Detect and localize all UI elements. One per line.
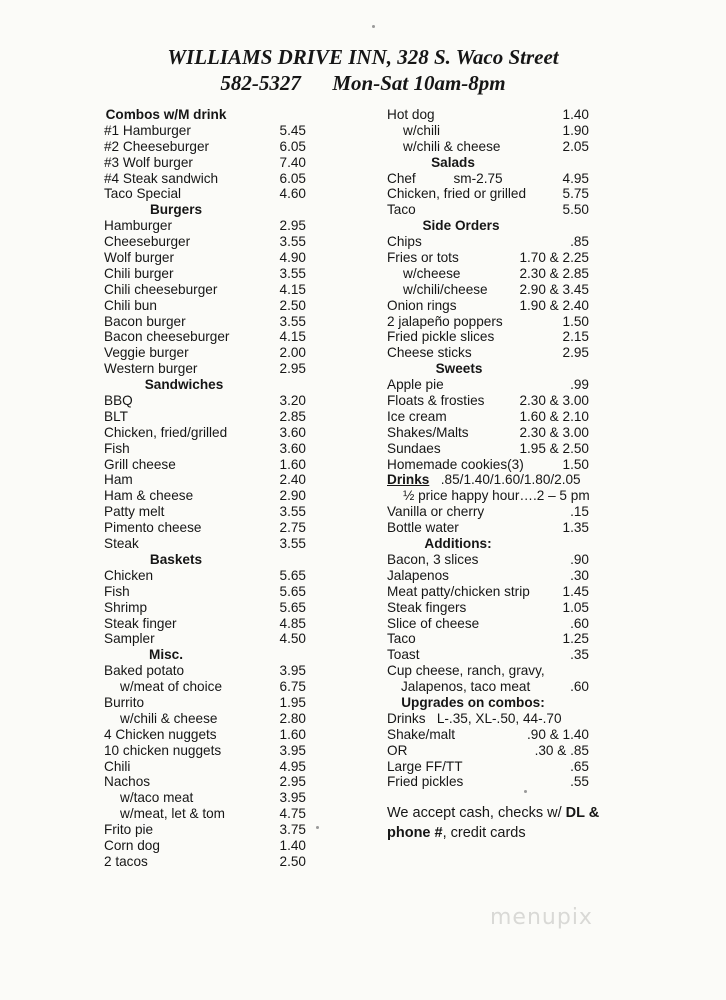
menu-item [104,568,354,584]
menu-item-price: .60 [570,615,589,631]
menu-item [104,695,354,711]
menu-item-price: 1.60 [279,456,306,472]
menu-item-price: 2.50 [279,297,306,313]
menu-item [387,568,717,584]
menu-item-name: #2 Cheeseburger [104,138,210,154]
phone-hours: 582-5327 Mon-Sat 10am-8pm [220,71,506,95]
menu-item [387,186,717,202]
menu-item-name: w/meat, let & tom [120,806,226,822]
menu-item-name: BLT [104,408,128,424]
menu-item-price: 1.60 & 2.10 [519,408,589,424]
menu-item-name: Shrimp [104,599,148,615]
menu-item-name: Ham [104,472,133,488]
menu-item-name: Fried pickles [387,774,464,790]
left-menu-column [104,107,354,870]
menu-item [104,600,354,616]
menu-item-name: Fish [104,440,130,456]
restaurant-name-address: WILLIAMS DRIVE INN, 328 S. Waco Street [167,45,559,69]
menu-item-name: #4 Steak sandwich [104,170,219,186]
menu-item [104,631,354,647]
menu-item [104,472,354,488]
speck [524,790,527,793]
menu-item-name: Chef sm-2.75 [387,170,503,186]
menu-item-name: Apple pie [387,377,444,393]
menu-item-price: 2.90 & 3.45 [519,281,589,297]
menu-item-price: 1.40 [562,107,589,122]
menu-item-price: 3.60 [279,424,306,440]
menu-item-name: Sundaes [387,440,441,456]
menu-item-name: #1 Hamburger [104,122,191,138]
menu-item-price: .30 & .85 [534,742,589,758]
menu-item [104,441,354,457]
menu-item-name: Corn dog [104,837,160,853]
menu-item [387,584,717,600]
menu-item-name: Chili bun [104,297,157,313]
menu-item-price: .35 [570,647,589,663]
menu-item-name: Patty melt [104,504,165,520]
menu-item-name: 2 jalapeño poppers [387,313,503,329]
menu-item [387,457,717,473]
menu-item [387,139,717,155]
menu-item [104,298,354,314]
menu-item-name: Chips [387,234,422,250]
menu-item [104,536,354,552]
menu-item-name: Cheese sticks [387,345,472,361]
menu-item-name: 4 Chicken nuggets [104,726,217,742]
menu-item-price: 3.55 [279,313,306,329]
menu-item-name: Drinks [387,472,430,488]
menu-item-price: 2.50 [279,853,306,869]
menu-item-price: 1.70 & 2.25 [519,250,589,266]
menu-item-price: 4.85 [279,615,306,631]
payment-note: We accept cash, checks w/ DL & phone #, credit cards [387,805,600,841]
menu-item-name: Bacon burger [104,313,186,329]
menu-item [104,266,354,282]
menu-item-name: Shakes/Malts [387,424,469,440]
menu-item-name: Chicken, fried or grilled [387,186,527,202]
menu-item-name: Ice cream [387,408,447,424]
menu-item-name: Chicken, fried/grilled [104,424,228,440]
menu-item-price: 1.40 [279,837,306,853]
speck [372,25,375,28]
menu-item-price: 5.65 [279,583,306,599]
menu-item [387,409,717,425]
menu-item [104,727,354,743]
menu-item-price: .85 [570,234,589,250]
menu-item [104,488,354,504]
menu-item-name: Grill cheese [104,456,176,472]
menu-item-name: Nachos [104,774,151,790]
menu-item-price: 4.15 [279,281,306,297]
section-heading [387,361,717,377]
section-heading-label: Sandwiches [144,377,224,393]
menu-item-price: 1.90 [562,122,589,138]
menu-item [104,790,354,806]
menu-item [104,457,354,473]
menu-item-name: Cup cheese, ranch, gravy, [387,663,545,679]
menu-item-price: 1.35 [562,520,589,536]
menu-item-name: Fries or tots [387,250,459,266]
menu-item-price: 2.95 [279,361,306,377]
menu-item-price: 4.75 [279,806,306,822]
menu-item [387,647,717,663]
section-heading-label: Salads [431,154,475,170]
menu-item-price: .30 [570,567,589,583]
menu-item [104,186,354,202]
menu-item [104,679,354,695]
menu-item [387,234,717,250]
menu-item-price: 1.95 [279,694,306,710]
menu-header [0,44,726,96]
menu-item-price: 6.05 [279,170,306,186]
menu-item-price: 3.95 [279,790,306,806]
menu-item [104,218,354,234]
menu-item-price: 2.30 & 3.00 [519,393,589,409]
section-heading [387,218,717,234]
menu-item-name: Burrito [104,694,145,710]
menu-item-name: #3 Wolf burger [104,154,193,170]
section-heading-label: Additions: [424,536,492,552]
menu-item-name: Baked potato [104,663,185,679]
speck [316,826,319,829]
menu-item-price: 2.95 [279,774,306,790]
menu-item-price: 2.40 [279,472,306,488]
section-heading [104,202,354,218]
menu-item [104,711,354,727]
menu-item-name: Bacon, 3 slices [387,551,479,567]
menu-item [387,616,717,632]
menu-item-name: Toast [387,647,420,663]
menu-item-name: Western burger [104,361,198,377]
menu-item-name: Steak fingers [387,599,467,615]
menu-item [387,441,717,457]
menu-item-name: Hamburger [104,218,172,234]
menu-item [104,743,354,759]
menu-item [104,329,354,345]
menu-item-name: Ham & cheese [104,488,194,504]
menu-item-name: Meat patty/chicken strip [387,583,530,599]
menu-item-name: Pimento cheese [104,520,202,536]
menu-item [387,663,717,679]
menu-item-name: w/meat of choice [120,679,222,695]
section-heading [104,552,354,568]
menu-item [387,774,717,790]
menu-item-name: Taco [387,631,416,647]
menu-item-price: 2.85 [279,408,306,424]
menu-item-name: Hot dog [387,107,435,122]
menu-item-price: 4.95 [562,170,589,186]
menu-item [387,759,717,775]
menu-item [387,282,717,298]
menu-item [387,727,717,743]
menu-item-price: 2.80 [279,710,306,726]
menu-item-price: 2.75 [279,520,306,536]
menu-item [387,679,717,695]
menu-item [387,743,717,759]
menu-item-price: .99 [570,377,589,393]
menu-item-name: OR [387,742,408,758]
menu-item-price: 2.15 [562,329,589,345]
menu-item-price: 2.00 [279,345,306,361]
menu-item-name: Slice of cheese [387,615,480,631]
menu-item-name: w/chili [403,122,441,138]
section-heading [387,155,717,171]
menu-item [104,234,354,250]
section-heading [387,536,717,552]
menu-item [387,171,717,187]
menu-item-price: 1.50 [562,456,589,472]
menu-item-name: ½ price happy hour….2 – 5 pm [403,488,590,504]
menu-item-name: w/chili & cheese [120,710,218,726]
menu-item [387,520,717,536]
menu-item [387,298,717,314]
menu-item-name: Onion rings [387,297,457,313]
menu-item-price: 5.65 [279,567,306,583]
menu-item-name: Vanilla or cherry [387,504,485,520]
menu-item [387,202,717,218]
section-heading-label: Sweets [435,361,483,377]
menu-item-name: Veggie burger [104,345,189,361]
menu-item [387,377,717,393]
menu-item [387,600,717,616]
menu-item [104,520,354,536]
menu-item-price: 2.05 [562,138,589,154]
menu-item-price: 2.30 & 2.85 [519,265,589,281]
menu-item-price: 3.75 [279,822,306,838]
menu-item-name: Taco [387,202,416,218]
menu-item-price: 2.95 [279,218,306,234]
menu-item-price: 1.25 [562,631,589,647]
menu-item [104,774,354,790]
menu-item-price: .90 & 1.40 [527,726,589,742]
menu-item-name: Sampler [104,631,155,647]
menu-item-price: 3.55 [279,536,306,552]
menu-item-name: w/cheese [403,265,461,281]
menu-item-name: Homemade cookies(3) [387,456,524,472]
menu-item-price: 6.75 [279,679,306,695]
menu-item-price: 4.60 [279,186,306,202]
menu-item-price: .90 [570,551,589,567]
menu-item-name: Large FF/TT [387,758,463,774]
menu-item [387,123,717,139]
menu-item [104,123,354,139]
menu-item-price: .65 [570,758,589,774]
menu-item-price: 2.30 & 3.00 [519,424,589,440]
section-heading-label: Baskets [149,551,203,567]
menu-item-price: 3.55 [279,504,306,520]
section-heading-label: Upgrades on combos: [401,694,545,710]
menu-item [104,616,354,632]
menu-item [104,822,354,838]
menu-item-price: 4.95 [279,758,306,774]
menu-item [387,472,717,488]
menu-item [104,361,354,377]
menu-item [104,425,354,441]
menu-item-price: 5.75 [562,186,589,202]
menu-item-name: w/chili & cheese [403,138,501,154]
menu-item-name: w/chili/cheese [403,281,488,297]
menu-item-price: .55 [570,774,589,790]
menu-item [387,250,717,266]
menu-item [104,139,354,155]
menu-item-price: 7.40 [279,154,306,170]
menu-item-price: 2.95 [562,345,589,361]
menu-item [387,711,717,727]
menu-item [387,345,717,361]
menu-item-price: 3.95 [279,742,306,758]
section-heading-label: Side Orders [422,218,500,234]
menu-item-price: 4.50 [279,631,306,647]
menu-item-name: Bottle water [387,520,459,536]
menu-item-price: 1.05 [562,599,589,615]
menu-item [104,663,354,679]
menu-item-name: Steak finger [104,615,177,631]
menu-item [104,854,354,870]
section-heading [104,647,354,663]
menu-item-name: 2 tacos [104,853,148,869]
menu-item-price: 5.45 [279,122,306,138]
menu-item-price: 6.05 [279,138,306,154]
menu-item-name: Steak [104,536,139,552]
menu-item-price: 3.55 [279,234,306,250]
menu-item [387,329,717,345]
menu-item-name: Frito pie [104,822,154,838]
menu-item-name: Chicken [104,567,154,583]
section-heading [104,107,354,123]
drink-prices: .85/1.40/1.60/1.80/2.05 [437,472,581,488]
menu-item-price: 5.50 [562,202,589,218]
menu-item-name: Fried pickle slices [387,329,495,345]
menu-item-name: BBQ [104,393,133,409]
menu-item [104,409,354,425]
menu-item-price: .60 [570,679,589,695]
menu-item [104,155,354,171]
menupix-watermark: menupix [490,905,593,930]
menu-item-name: 10 chicken nuggets [104,742,222,758]
menu-item [104,759,354,775]
menu-item-price: 4.15 [279,329,306,345]
menu-item-price: .15 [570,504,589,520]
menu-item-name: Chili cheeseburger [104,281,218,297]
menu-item [387,504,717,520]
menu-item [387,266,717,282]
menu-item-price: 1.50 [562,313,589,329]
section-heading [387,695,717,711]
menu-item-price: 3.95 [279,663,306,679]
menu-item-name: Chili [104,758,131,774]
menu-item [104,171,354,187]
menu-item [387,631,717,647]
menu-item-price: 3.20 [279,393,306,409]
menu-item-price: 1.45 [562,583,589,599]
menu-item [387,488,717,504]
menu-item [387,314,717,330]
menu-item-price: 4.90 [279,250,306,266]
menu-item [104,250,354,266]
section-heading-label: Misc. [149,647,183,663]
menu-item-price: 2.90 [279,488,306,504]
section-heading-label: Combos w/M drink [105,107,227,122]
menu-item-name: Jalapenos, taco meat [401,679,531,695]
menu-item [104,504,354,520]
menu-item-name: Wolf burger [104,250,175,266]
menu-item [387,393,717,409]
menu-item-name: Cheeseburger [104,234,191,250]
menu-item-name: Taco Special [104,186,182,202]
menu-item-name: Jalapenos [387,567,449,583]
menu-item [104,314,354,330]
menu-item [104,806,354,822]
menu-item-name: Shake/malt [387,726,456,742]
menu-item-name: Floats & frosties [387,393,485,409]
menu-item [104,838,354,854]
menu-item-price: 1.90 & 2.40 [519,297,589,313]
section-heading [104,377,354,393]
menu-item-price: 1.95 & 2.50 [519,440,589,456]
menu-item-price: 5.65 [279,599,306,615]
menu-item-name: w/taco meat [120,790,194,806]
menu-item-name: Chili burger [104,265,174,281]
menu-item [104,282,354,298]
menu-item-name: Bacon cheeseburger [104,329,230,345]
menu-item-name: Drinks L-.35, XL-.50, 44-.70 [387,710,562,726]
menu-item [387,107,717,123]
menu-item [387,425,717,441]
menu-item [104,393,354,409]
menu-item-price: 3.55 [279,265,306,281]
section-heading-label: Burgers [149,202,203,218]
menu-item-name: Fish [104,583,130,599]
right-menu-column [387,107,717,790]
menu-item [104,345,354,361]
menu-item [104,584,354,600]
menu-item-price: 1.60 [279,726,306,742]
menu-item [387,552,717,568]
menu-item-price: 3.60 [279,440,306,456]
